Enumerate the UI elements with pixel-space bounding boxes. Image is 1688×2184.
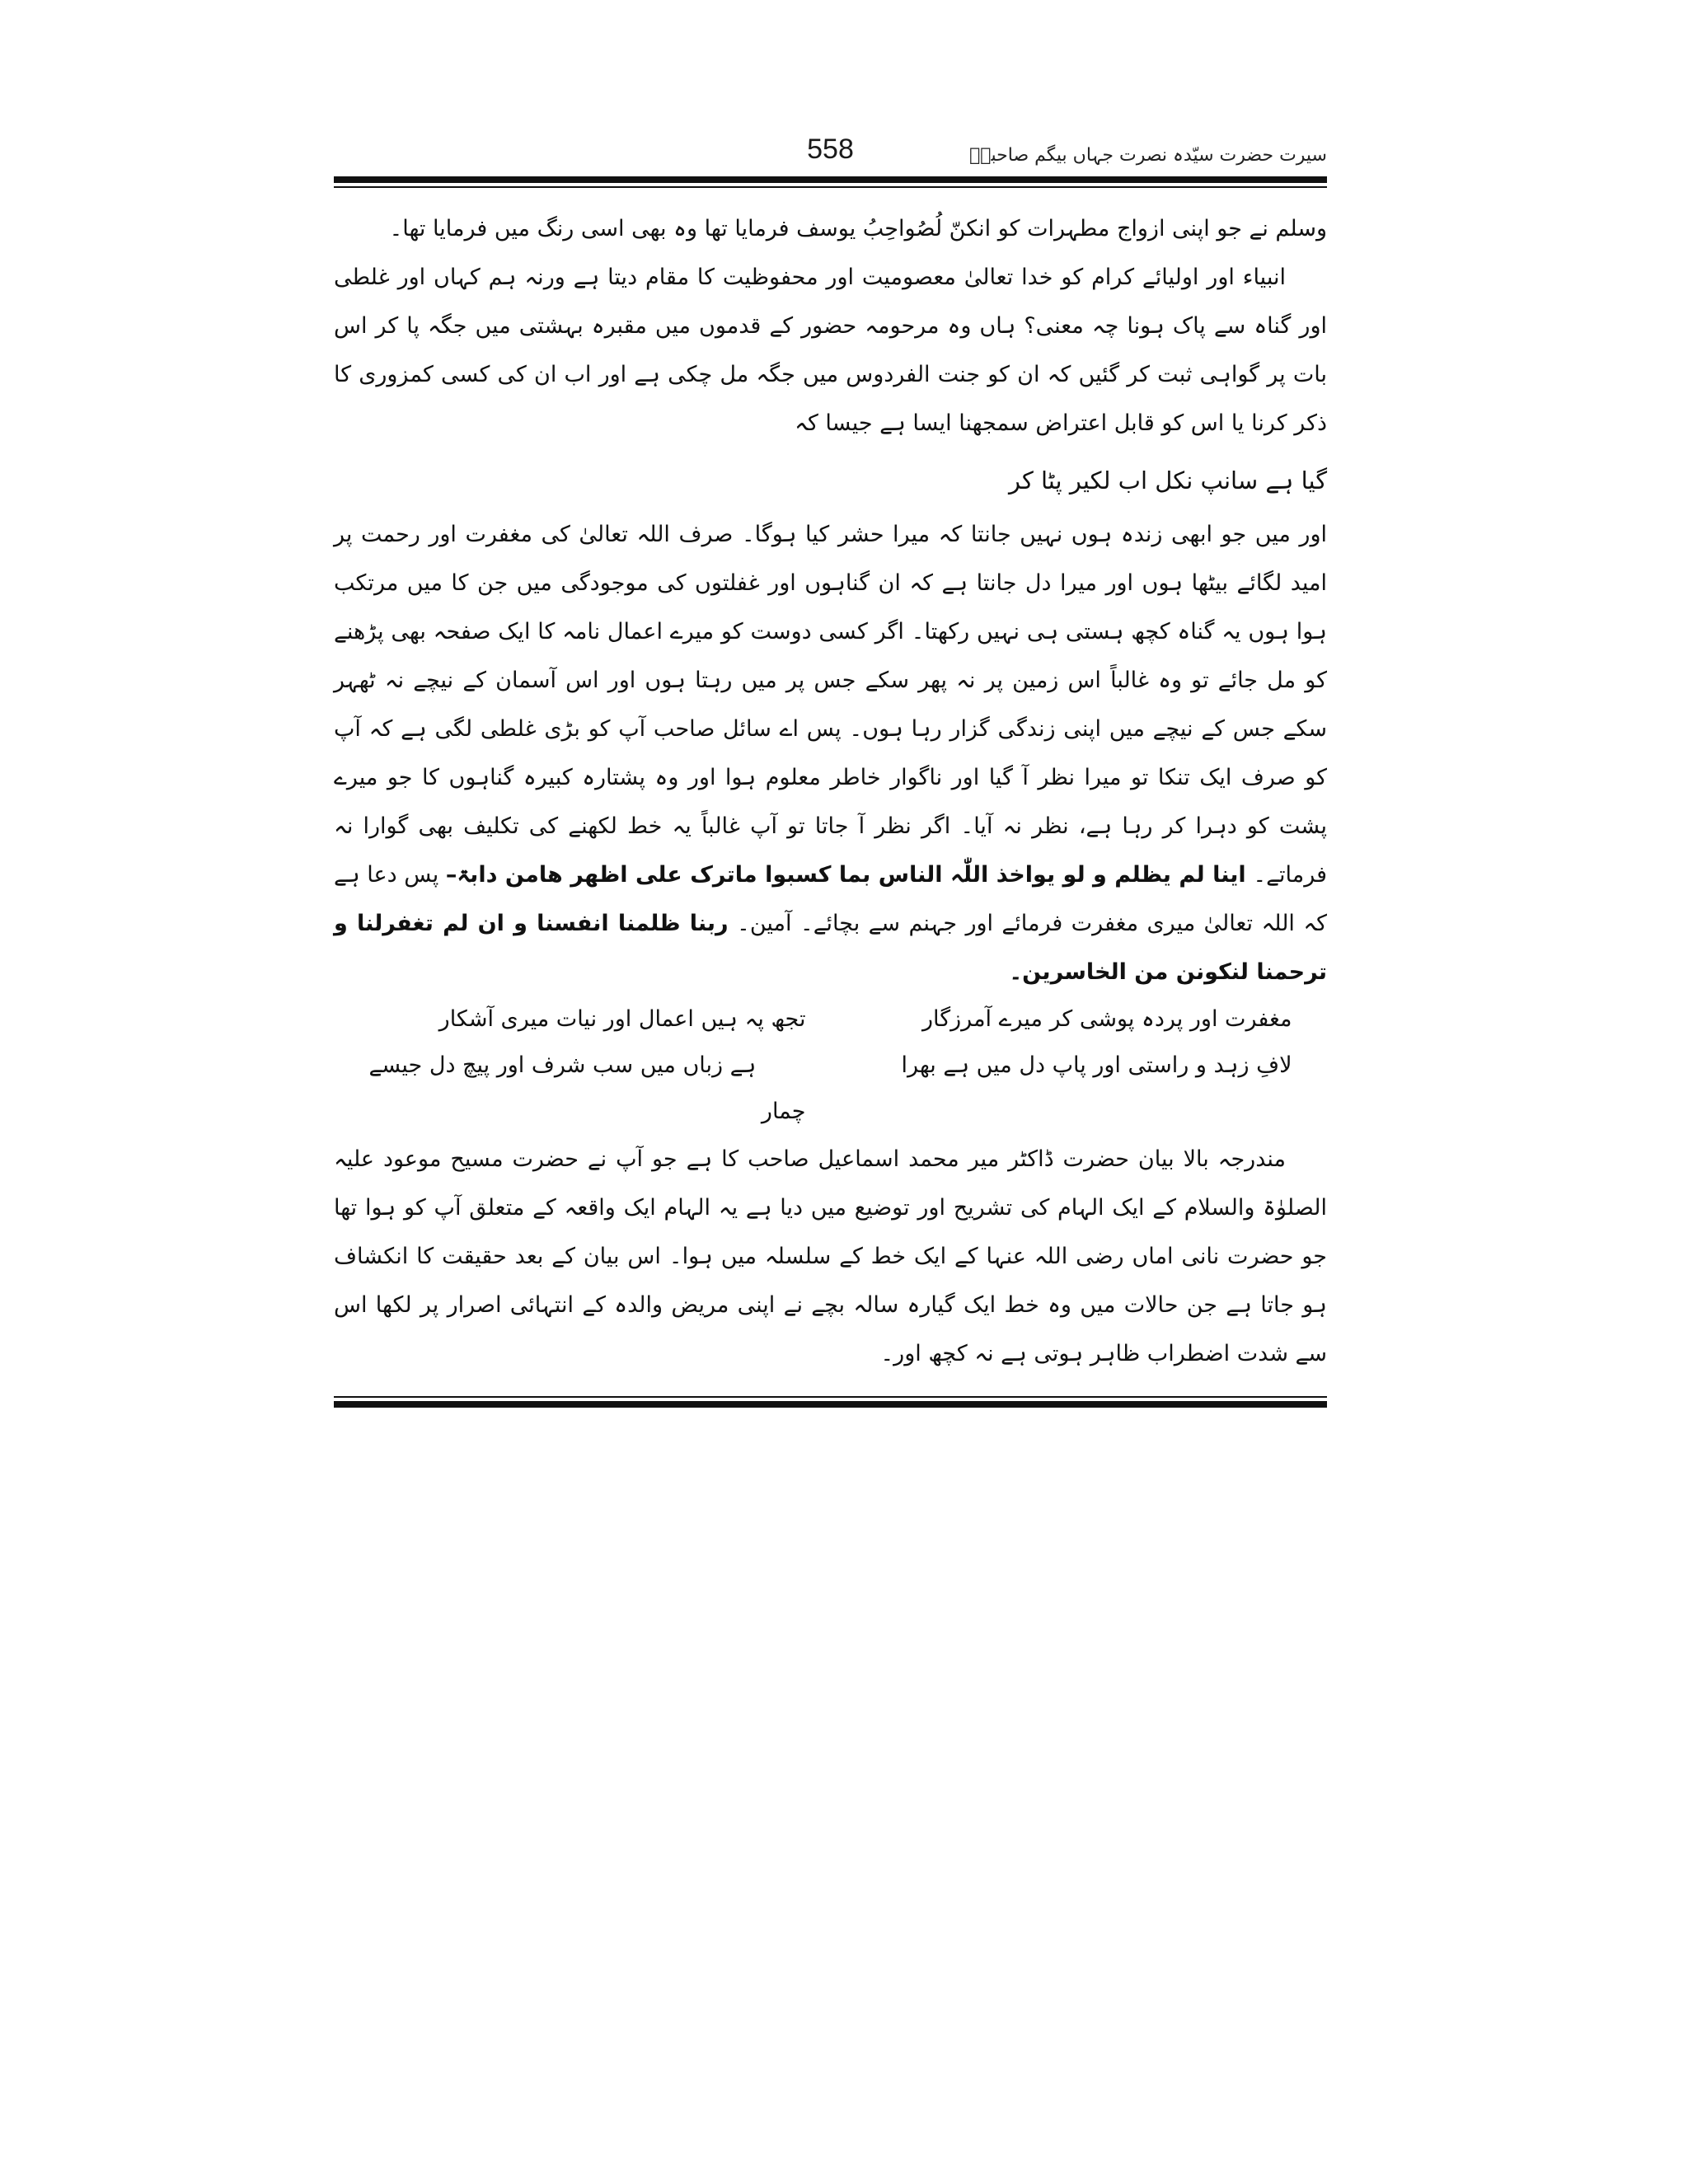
footer-rule-thin [334, 1396, 1327, 1398]
header-divider [334, 176, 1327, 188]
running-title: سیرت حضرت سیّدہ نصرت جہاں بیگم صاحبہؓ [969, 145, 1327, 166]
couplet-1-second-hemistich: تجھ پہ ہیں اعمال اور نیات میری آشکار [438, 1006, 806, 1032]
couplet-2 [334, 1043, 1327, 1135]
book-page [334, 124, 1327, 1408]
paragraph-4: مندرجہ بالا بیان حضرت ڈاکٹر میر محمد اسماعیل صاحب کا ہے جو آپ نے حضرت مسیح موعود علیہ الصلوٰۃ والسلام کے ایک الہام کی تشریح اور توضیع میں دیا ہے یہ الہام ایک واقعہ کے متعلق آپ کو ہوا تھا جو حضرت نانی اماں رضی اللہ عنہا کے ایک خط کے سلسلہ میں ہوا۔ اس بیان کے بعد حقیقت کا انکشاف ہو جاتا ہے جن حالات میں وہ خط ایک گیارہ سالہ بچے نے اپنی مریض والدہ کے انتہائی اصرار پر لکھا اس سے شدت اضطراب ظاہر ہوتی ہے نہ کچھ اور۔ [334, 1146, 1327, 1366]
body-text [334, 204, 1327, 1378]
footer-rule-thick [334, 1401, 1327, 1408]
arabic-quote-2: ربنا ظلمنا انفسنا و ان لم تغفرلنا و ترحمنا لنکونن من الخاسرین۔ [334, 911, 1327, 985]
page-header [334, 124, 1327, 173]
header-rule-thin [334, 186, 1327, 188]
couplet-2-second-hemistich: ہے زباں میں سب شرف اور پیچ دل جیسے چمار [368, 1052, 806, 1124]
couplet-1 [334, 996, 1327, 1043]
paragraph-3-prayer: پس دعا ہے کہ اللہ تعالیٰ میری مغفرت فرمائے اور جہنم سے بچائے۔ آمین۔ [334, 862, 1327, 936]
arabic-quote-1: اینا لم یظلم و لو یواخذ اللّٰہ الناس بما کسبوا ماترک علی اظھر ھامن دابۃ– [445, 862, 1246, 888]
couplet-2-first-hemistich: لافِ زہد و راستی اور پاپ دل میں ہے بھرا [901, 1052, 1292, 1078]
paragraph-2: انبیاء اور اولیائے کرام کو خدا تعالیٰ معصومیت اور محفوظیت کا مقام دیتا ہے ورنہ ہم کہاں اور غلطی اور گناہ سے پاک ہونا چہ معنی؟ ہاں وہ مرحومہ حضور کے قدموں میں مقبرہ بہشتی میں جگہ پا کر اس بات پر گواہی ثبت کر گئیں کہ ان کو جنت الفردوس میں جگہ مل چکی ہے اور اب ان کی کسی کمزوری کا ذکر کرنا یا اس کو قابل اعتراض سمجھنا ایسا ہے جیسا کہ [334, 265, 1327, 436]
page-number: 558 [807, 134, 854, 165]
paragraph-3 [334, 510, 1327, 996]
header-rule-thick [334, 176, 1327, 183]
couplet-1-first-hemistich: مغفرت اور پردہ پوشی کر میرے آمرزگار [922, 1006, 1292, 1032]
paragraph-1: وسلم نے جو اپنی ازواج مطہرات کو انکنّ لُصُواحِبُ یوسف فرمایا تھا وہ بھی اسی رنگ میں فرمایا تھا۔ [389, 216, 1327, 241]
footer-divider [334, 1396, 1327, 1408]
paragraph-3-text: اور میں جو ابھی زندہ ہوں نہیں جانتا کہ میرا حشر کیا ہوگا۔ صرف اللہ تعالیٰ کی مغفرت اور رحمت پر امید لگائے بیٹھا ہوں اور میرا دل جانتا ہے کہ ان گناہوں اور غفلتوں کی موجودگی میں جن کا میں مرتکب ہوا ہوں یہ گناہ کچھ ہستی ہی نہیں رکھتا۔ اگر کسی دوست کو میرے اعمال نامہ کا ایک صفحہ بھی پڑھنے کو مل جائے تو وہ غالباً اس زمین پر نہ پھر سکے جس پر میں رہتا ہوں اور اس آسمان کے نیچے نہ ٹھہر سکے جس کے نیچے میں اپنی زندگی گزار رہا ہوں۔ پس اے سائل صاحب آپ کو بڑی غلطی لگی ہے کہ آپ کو صرف ایک تنکا تو میرا نظر آ گیا اور ناگوار خاطر معلوم ہوا اور وہ پشتارہ کبیرہ گناہوں کا جو میرے پشت کو دہرا کر رہا ہے، نظر نہ آیا۔ اگر نظر آ جاتا تو آپ غالباً یہ خط لکھنے کی تکلیف بھی گوارا نہ فرماتے۔ [334, 522, 1327, 888]
verse-line: گیا ہے سانپ نکل اب لکیر پٹا کر [1008, 466, 1327, 494]
